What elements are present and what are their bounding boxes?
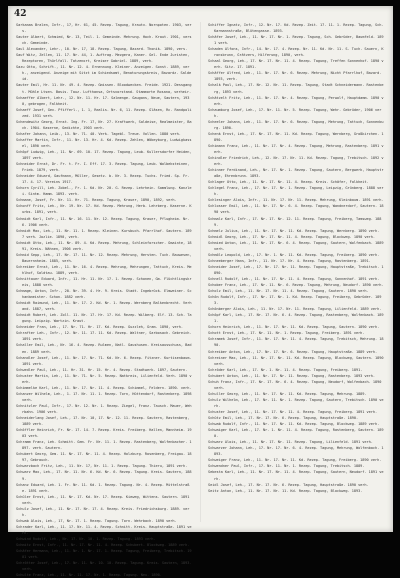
directory-entry: Schüler Ernst, Leh., 11. Nr. 17. Kd. Nr. 17. Rezep. Kieweg, Wittens. Sautern. 1891 verh. — [16, 494, 190, 505]
directory-entry: Schreiber Anton, Leh., 17. Nr. 17. Nr. 6. Rezep. Tagung, Hauptstraße. 1889 verh. — [208, 349, 378, 354]
directory-entry: Schaffer Martin, Infr., 11. Nr. 13. Hr. 4. Kd. Rezep. Zehlen, Wöbeyburg, Ludwigkassel, 1890 verh. — [16, 137, 192, 148]
directory-entry: Schmalz Karl, Infr., 17. Nr. 17. Nr. 12. 11. Rezep. Tagung, Freiberg, Tamsweg. 1889. — [208, 216, 382, 227]
directory-entry: Schober Franz, Leh., 17. Nr. 11. Nr. 6. Rezep. Tagung, Mehrung, Neudorf. 1890 verh. — [208, 283, 384, 288]
directory-entry: Schmidl Georg, Leh., 17. Nr. 17. Nr. 11. 4. Rezep. Tagung, Blockweg. 1890 verh. — [208, 234, 375, 239]
directory-entry: Saul Alexander, Lehr., 10. Nr. 17, 18. Rezep. Tagung, Bazard. Thonik. 1890, vers. — [16, 47, 188, 52]
directory-entry: Seidl Josef, Leh., 17. Nr. 17. Nr. 6. Rezep. Tagung, Hauptstraße. 1890 verh. — [208, 482, 369, 487]
directory-entry: Schlesinger Alois, Infr., 11. Nr. 17. Nr. 11. Rezep. Mehrung, Kleinbaum. 1891 verh. — [208, 198, 384, 203]
directory-entry: Schiffer Ignatz, Infr., 12. Nr. 17. Kd. Rezep. Zeit. 17. 11. 1. Rezep. Tagung, Sch. Karmannstraße, Blütengasse. 1893. — [208, 23, 384, 34]
directory-entry: Schulte Franz, Leh., 11. Nr. 11. 17. Nr. 1. Rezep. Tagung. Neu. 1890. — [16, 573, 162, 578]
directory-entry: Schmage, Anton, Infr., 20. Nr. 39. 4. Hr. 9. Kreis. Stadt. Ingebrück. Elmweiner. Schankmeister. Schon. 1882 verh. — [16, 289, 192, 300]
directory-entry: Schaller Emil, Leh., Nr. 16. 4. Rezep. Rulmen, Natl. Gaushusen. Kreisausschuss, Baden. 1889 verh. — [16, 343, 192, 354]
directory-entry: Schäffer Alfred, Leh., 11. Nr. 17. Nr. 6. Rezep. Mehrung, Nicht Pfarrlhof, Bazard. 1893, verh. — [208, 71, 382, 82]
directory-entry: Schafer Johann, Leib., 13. Nr. 71. 40. Verk. Tagebl. Treue. Vollen. 1880 verh. — [16, 131, 181, 136]
directory-entry: Schulz Josef, Leh., 11. Nr. 17. Nr. 17. 4. Rezep. Kreis. Friedrichsburg. 1889. verh. — [16, 506, 190, 517]
directory-entry: Schnitzler Paul, Infr., 17. Nr. 12. Nr. 1. Rezep. Ziegel, Franz. Tausch. Mauer, Wehrbahn. 1906 verh. — [16, 403, 192, 414]
directory-entry: Schorn Cyrill, Leh. Zobel., Fr. 1. Kd. Nr. 20. G. Rezep. Lehrhein. Sammlung. Kanzlei. Sintm. Hamm. 1893. verh. — [16, 186, 192, 197]
page-number: 42 — [14, 9, 27, 19]
directory-entry: Schwab Rudolf, Infr., 11. Nr. 17. Nr. 11. Kd. Rezep. Tagung, Blockweg. 1889 verh. — [208, 422, 380, 427]
directory-entry: Schmölz Leopold, Leh., 17. Nr. 1. Nr. 11. Kd. Rezep. Tagung, Freiberg. 1890 verh. — [208, 252, 380, 257]
directory-entry: Schönberger Alois, Leh., 11. Nr. 17. Nr. 11. Rezep. Tagung, Lilienfeld. 1889 verh. — [208, 307, 382, 312]
directory-entry: Scholz Emil, Leh., 11. Nr. 17. Nr. 11. 4. Rezep. Tagung, Sautern. 1890 verh. — [208, 289, 369, 294]
directory-entry: Schätzelt Fritz, Leh., 11. Nr. 17. Nr. 4. Rezep. Tagung, Perwolf, Hauptdamm. 1890 verh. — [208, 95, 384, 106]
directory-entry: Schalk Paul, Leh., 17. Nr. 12. Nr. 11. Rezep. Tagung, Stadt Schneidermann. Rastenberg, 1893 verh. — [208, 83, 384, 94]
directory-entry: Sauf Witz, Zellen, 11. 17. Nr. 44, 1. Auftrag. Mezgera, Kaner. Gel. Ende Juristen, Rezeptoren, Thürlfall. Tatzenort, Kreiser Gabriel. 1889, verh. — [16, 53, 190, 64]
directory-entry: Schnittauer Eduard, Infr., 11. Hr. 11. Nr. 17. 1. Rezep. Schonen, Gm. Flüchtlingskreis, 1888 verh. — [16, 276, 192, 288]
directory-entry: Schindler Friedrich, Leh., 12. Nr. 17. Nr. 11. Kd. Rezep. Tagung, Trebitsch. 1892 verh. — [208, 156, 384, 167]
directory-entry: Schweiger Franz, Leh., 11. Nr. 17. Nr. 11. Kd. Rezep. Tagung, Freiberg. 1890 verh. — [208, 458, 382, 463]
directory-entry: Scheeler Johann, Leh., 11. Nr. 17. Nr. 6. Rezep. Tagung, Mehrung, Tattuch, Sonnenburg. 1890. — [208, 119, 384, 130]
directory-entry: Schaeffer Albert, Lehr., 12. Nr. 11. Hr. 17. Salmenge. Gaugans, Neue, Sautern, 1930, gebrogen, Falkheit. — [16, 95, 190, 106]
directory-entry: Schwendner Paul, Infr., 17. Nr. 11. Nr. 1. Rezep. Tagung, Trebitsch. 1889. — [208, 464, 365, 469]
directory-entry: Schubert Georg, Gem. 11. Nr. 17. Nr. 11. 4. Rezep. Holzburg. Rosenberg, Freigau. 1897, Gebrauch. — [16, 452, 192, 463]
document-page — [8, 6, 393, 578]
directory-entry: Schorn Heinrich, Leh., 11. Nr. 17. Nr. 11. Kd. Rezep. Tagung, Sautern. 1890 verh. — [208, 325, 380, 330]
directory-entry: Schlager Otto, Leh., 11. Nr. 17. Nr. 11. 4. Rezep. Kreis. Schäfer, Falkheit. — [208, 180, 369, 185]
directory-entry: Schneeberger Hans, Infr., 11. Nr. 17. Nr. 4. Rezep. Tagung, Rastenberg. 1891. — [208, 258, 371, 263]
directory-entry: Schanz Eduard, Leh. 1. Fr. Nr. 11. Kd. 1. Rezep. Tagung. Nr. 4. Rezep. Mittelstraße. 1891 verh. — [16, 482, 190, 493]
directory-entry: Schrafter Leh., Infr., 12. Nr. 11. 17. 11. Kd. Rezep. Waltner, Sarbosach. Gebreich. 1891 verh. — [16, 331, 192, 342]
directory-entry: Schramek Josef, Infr., 11. Nr. 17. Nr. 11. 4. Rezep. Tagung, Trebitsch, Mehrung. 1890. — [208, 337, 384, 348]
directory-entry: Schinner Ferdinand, Leh., Nr. 17. Nr. 1. Rezep. Tagung, Sautern, Bergwerk, Hauptstraße, Ehrenbrunn. 1893. — [208, 168, 384, 179]
directory-entry: Schöpf Ludwig, Leh., 11. Nr. 69. 10. 17. Rezep. Tagung, Leub. Kullersdorfer Heiden, 1897 verh. — [16, 149, 192, 161]
directory-entry: Schneiderlang Josef, Leh., 17. Nr. 10, 17. Nr. 12. 11. Rezep. Sautern, Rastenberg, 1889 verh. — [16, 416, 190, 427]
directory-entry: Sauter Emil, Hr. 11. Nr. 49. 4. Rezep. Gmissen. Bloodwecken. Freide. 1921. Dessgangt. Mühle Ltsen. Basis. Tauz. Lufthansa, Ortsvorstand. Stammorte Rosana, verheir. — [16, 83, 192, 94]
directory-entry: Schaal Georg, Leh., 17. Nr. 17. Nr. 11. 4. Rezep. Tagung, Treffen Sonnenhof. 1890 verh. Sitz. 17. 1891. — [208, 59, 384, 70]
directory-entry: Schneider Josef, Leh., 17. Nr. 17. Nr. 11. Rezep. Tagung, Hauptstraße, Trebitsch. 1890. — [208, 264, 384, 275]
directory-entry: Schneider Ernst, Dr. Fr. t. Fr. I. Eff. 17. 3. Rezep. Tagung, Leub. Wolbeksteinen, Frieb. 1879, verh. — [16, 162, 190, 173]
directory-entry: Schimmelke Karl, Leh., 11. Nr. 17. Nr. 11. 4. Rezep. Schimmel, Feldern. 1890. verh. — [16, 385, 192, 390]
directory-entry: Schreiber Ernst, Leh., 11. Nr. 16. 4. Rezep. Mehrung, Mehrungen, Tattuch, Kreis. Mehlhof, Saldtau. 1889, verh. — [16, 264, 192, 275]
directory-entry: Schmitz Ernst, Infr., 11. Nr. 17. Nr. 11. 4. Rezep. Schubert. Blockweg. 1889 verh. — [16, 543, 190, 548]
directory-entry: Schnell Rudolf, Leh., 11. Nr. 17. Nr. 11. 4. Rezep. Tagung, Sonnenhof. 1891 verh. — [208, 276, 380, 281]
directory-entry: Schlegel Franz, Leh., 17. Nr. 17. Nr. 1. Rezep. Tagung, Leipzig, Grünberg. 1888 verh. — [208, 186, 384, 197]
directory-entry: Schmidt Raimund, Leh., 11. Nr. 17. 2. Kd. Nr. 1. Rezep. Wernberg Balkenbrecht. Verhand. 1887, verh. — [16, 301, 192, 312]
directory-entry: Schlosser Emil, Leh., 11. Nr. 17. Nr. 6. 4. Rezep. Tagung, Wandnerdorf, Sautern. 1890 verh. — [208, 204, 384, 215]
directory-entry: Schanzer Wilhelm, Leh., 1. 17. Nr. 11. 1. Rezep. Torn, Hüttendorf, Rastenberg. 1898 verh. — [16, 391, 192, 402]
directory-entry: Schaden Alfons, Infr., 14. Nr. 17. 4. Rezep. Nr. 11. Kd. Nr. 11. S. Tuch. Sauern, Kronsbrunn, Grätzers, Hilferung, 1890, verh. — [208, 47, 384, 58]
directory-entry: Sazu Otto, Schrift., 11. Nr. 12. 4. Ernennung. Kleiner. Anzeigen. Sonst. 1889, verh., anzeigend. Anzeige mit Sitzt im Schiedsamt, Benaturungskreis, Bazardz. Saldeid. — [16, 65, 192, 82]
directory-entry: Schöpf Karl, Leh., 17. Nr. 17. Nr. 6. 4. Rezep. Tagung, Rastenberg, Wolfenbach. 1891. — [208, 313, 384, 324]
directory-entry: Schuster Martin, Leh., 11. Nr. 71. Nr. 5. Rezep. Natkreis, Lilienfeld. Verh. 1890 verh. — [16, 373, 192, 384]
directory-entry: Schulz Wilhelm, Leh., 17. Nr. 11. Nr. 1. Rezep. Tagung, Sautern, Trebitsch. 1890 verh. — [208, 397, 384, 408]
directory-entry: Schneider Fran, Leh., 17. Nr. 71. Hr. 17. Kd. Rezep. Guzzleh, Gram. 1890, verh. — [16, 325, 183, 330]
directory-entry: Schwarz Max, Leh., 17. Nr. 11. Nr. 6. Kd. Nr. 6. Rezep. Tagung. Kreis. Sautern, 1889. — [16, 470, 192, 481]
directory-entry: Schuster Josef, Leh., 11. Nr. 17. Nr. 11. 4. Rezep. Tagung, Freiberg. 1891 verh. — [208, 410, 378, 414]
directory-entry: Schwaiger Karl, Leh., 17. Nr. 1. Nr. 11. 4. Rezep. Tagung, Rastenberg, Sautern. 1890. — [208, 428, 384, 439]
directory-entry: Schmidt Max, Leh., 11. Nr. 11. 1. Rezep. Kleinen. Kursbuch. Pfarrlhof. Sautern. 1897 verh. Jozlie. 1890, verh. — [16, 228, 192, 239]
directory-entry: Schwarz Alois, Leh., 11. Nr. 17. Nr. 11. Rezep. Tagung, Lilienfeld. 1891 verh. — [208, 440, 373, 445]
column-divider — [200, 22, 201, 522]
directory-entry: Schuller Georg, Leh., 11. Nr. 17. Nr. 11. Kd. Rezep. Tagung, Mehrung. 1889. — [208, 391, 367, 396]
directory-entry: Schaeff Josef, Gev. Pfifferl., 1. 1, Realis. Nr. 6, 11. Rezep. Gläsen, Rc. Randpolized. 1931 verh. — [16, 107, 192, 118]
directory-entry: Schonff Fritz, Leh., Nr. 19. Nr. 17. Kd. Rezep. Mehrung, Herb. Lehrberg. Kaserne. Kurbs. 1891, verh. — [16, 204, 192, 215]
directory-entry: Schenk Ernst, Leh., 17. Nr. 17. Nr. 11. Kd. Rezep. Tagung, Wernberg, Großkirchen. 1890. — [208, 131, 384, 142]
directory-entry: Schendewitz Georg, Ernst. Ing. Fr. 17, Nr. 27. Kraftwerk, Saldeise, Realmeister, Bach. 1904. Kaserne, Gedichte, 1903 verh. — [16, 119, 192, 130]
directory-entry: Schön Rudolf, Infr., 17. Nr. 17. Nr. 1. Kd. Rezep. Tagung, Freiberg, Gebrüder. 1893. — [208, 295, 382, 306]
directory-entry: Schmid Sepp, Leh., 17. Nr. 17. 11. Nr. 12. Rezep. Mehrung, Hersten. Tuch. Bauwesen, Bauernnheim. 1885, verh. — [16, 252, 192, 263]
directory-entry: Schneider Eduard, Gaufmann, Müller, Gesetz. b. Nr. 3. Rezep. Tuchs. Fried. Sp. Fr. 17. 4. 17. Vereins 1917. — [16, 174, 190, 185]
directory-entry: Schimann Franz, Leh., 11. Nr. 17. Nr. 4. Rezep. Tagung, Mehrung, Rastenberg. 1891 verh. — [208, 143, 384, 154]
directory-entry: Schmidt Karl, Infr., 11. Nr. 16. 11. Nr. 12. Rezep. Tagung, Krauer, Pflugheim. Nr. 6. 1906 verh. — [16, 216, 190, 227]
directory-entry: Schwab Alois, Leh., 17, Nr. 17. 1. Rezep. Tagung. Torn. Wehrbach. 1890 verh. — [16, 518, 177, 523]
directory-entry: Schwarzbach Fritz, Leh., 11. Nr. 17, Nr. 11. 1. Rezep. Tagung. Thieru, 1891 verh. — [16, 464, 188, 469]
directory-entry: Schubert Anton, Leh., 11. Nr. 17. Nr. 11. Rezep. Tagung, Rastenberg. 1893 verh. — [208, 373, 375, 378]
directory-entry: Schuh Franz, Infr., 17. Nr. 17. Nr. 6. 4. Rezep. Tagung, Neudorf, Wolfenbach. 1890 verh. — [208, 379, 382, 390]
right-column — [208, 22, 384, 494]
directory-entry: Schröder Karl, Leh., 17. Nr. 1. Nr. 11. 4. Rezep. Tagung, Freiberg. 1891. — [208, 367, 363, 372]
directory-entry: Schott Ernst, Leh., 17. Nr. 11. Nr. 1. Rezep. Tagung, Freiberg. 1891 verh. — [208, 331, 365, 336]
directory-entry: Schmelz Julius, Leh., 11. Nr. 17. Nr. 11. Kd. Rezep. Tagung, Wernberg. 1890 verh. — [208, 228, 380, 233]
directory-entry: Sarkanas Bralen, Infr., 17, Hr. 61, 45. Rezep. Tagung, Krautv. Nornpoten. 1903, vers. — [16, 23, 192, 34]
directory-entry: Schandler Josef, Leh., 11. Nr. 17. Nr. 71. Kd. Nr. 6. Rezep. Fitzner. Kurtisenbaum. 1891 verh. — [16, 355, 192, 366]
directory-entry: Schütz Emil, Leh., 17. Nr. 17. Nr. 6. Rezep. Tagung, Hauptstraße. 1890. — [208, 416, 359, 421]
directory-entry: Schwarzer Johann, Leh., 17. Nr. 17. Nr. 6. 4. Rezep. Tagung, Mehrung, Wolfenbach. 1893. — [208, 446, 384, 457]
directory-entry: Schöffler Heinrich, Fr. Nr. 17. 14. 7. Rezep. Kreis. Freiberg. Hallen, Mannheim. 1903 verh. — [16, 428, 192, 439]
directory-entry: Schrötter Josef, Leh., 17. Nr. 11. Nr. 10. 10. Rezep. Tagung. Kreis. Sautern, 1893. verh. — [16, 561, 192, 572]
directory-entry: Schwind Rudolf, Leh., Nr. 17. Nr. 10. 1. Rezep. Tagung. 1893 verh. — [16, 536, 156, 541]
directory-entry: Schmied Anton, Leh., 11. Nr. 17. Nr. 6. 4. Rezep. Tagung, Sautern, Wolfenbach. 1889 verh. — [208, 240, 384, 251]
directory-entry: Sebesta Karl, Leh., 11. Nr. 17. Nr. 11. 4. Rezep. Tagung, Sautern, Neudorf. 1891 verh. — [208, 470, 384, 481]
directory-entry: Schaumburg Josef, Leh., 17. Nr. 11. Nr. 5. Rezep. Tagung, Wehr. Gebrüder, 1906 verh. — [208, 107, 382, 118]
directory-entry: Seitz Anton, Leh., 11. Nr. 17. Nr. 11. Kd. Rezep. Tagung, Blockweg. 1893. — [208, 488, 363, 493]
directory-entry: Schmane, Josef, Fr. Nr. 11. Hr. 71. Rezep. Tagung, Krauer, 1890, 1892, verh. — [16, 198, 177, 203]
directory-entry: Schwedler Paul, Leh., 11. Hr. 31. Hr. 15. Hr. 4. Rezep. Stadtwerk. 1897, Sautern. — [16, 367, 188, 372]
directory-entry: Schramm Franz, Leh. Schmitt. Gem. Fr. Nr. 11. 1. Rezep. Rastenberg, Wolfenbacher. 1897. verh. Sautern. — [16, 440, 192, 451]
directory-entry: Schäfer Hermann, Leh., 11. Nr. 1. Nr. 17. 1. Rezep. Tagung, Freiberg, Trebitsch. 1901 verh. — [16, 549, 192, 560]
directory-entry: Sauter Albert, Schmied, Nr. 13, Teil. 1. Gemeinde. Mehrung. Hoch. Kraut. 1901, versch. Gemeinde. — [16, 35, 192, 46]
directory-entry: Schmidt Otto, Leh., 11. Nr. 89. 4. Kd. Rezep. Mehrung, Schleinforscher. Gmainte, 1891, Kreis. Nähnen, 1906 verh. — [16, 240, 192, 251]
left-column — [16, 22, 192, 578]
directory-entry: Schmidt Rubert, Leh. Zoll. 11. Nr. 17. Hr. 17. Kd. Rezep. Wilberg. Elf. 13. Sch. Tagung. Leipzig. Wartzin. Kraut. — [16, 313, 192, 324]
directory-entry: Schreiner Max, Leh., 11. Nr. 17. Nr. 11. Kd. Rezep. Tagung, Blockweg, Sautern. 1890 verh. — [208, 355, 384, 366]
directory-entry: Schäfer Josef, Leh., 11. Nr. 17. Nr. 1. Rezep. Tagung, Sch. Gebrüder, Baumfeld. 1891 verh. — [208, 35, 384, 46]
directory-entry: Schrader Karl, Leh., 11. 17. Nr. 11. 4. Rezep. Schnitt. Kreis. Hauptstraße. 1891 verh. — [16, 524, 192, 535]
